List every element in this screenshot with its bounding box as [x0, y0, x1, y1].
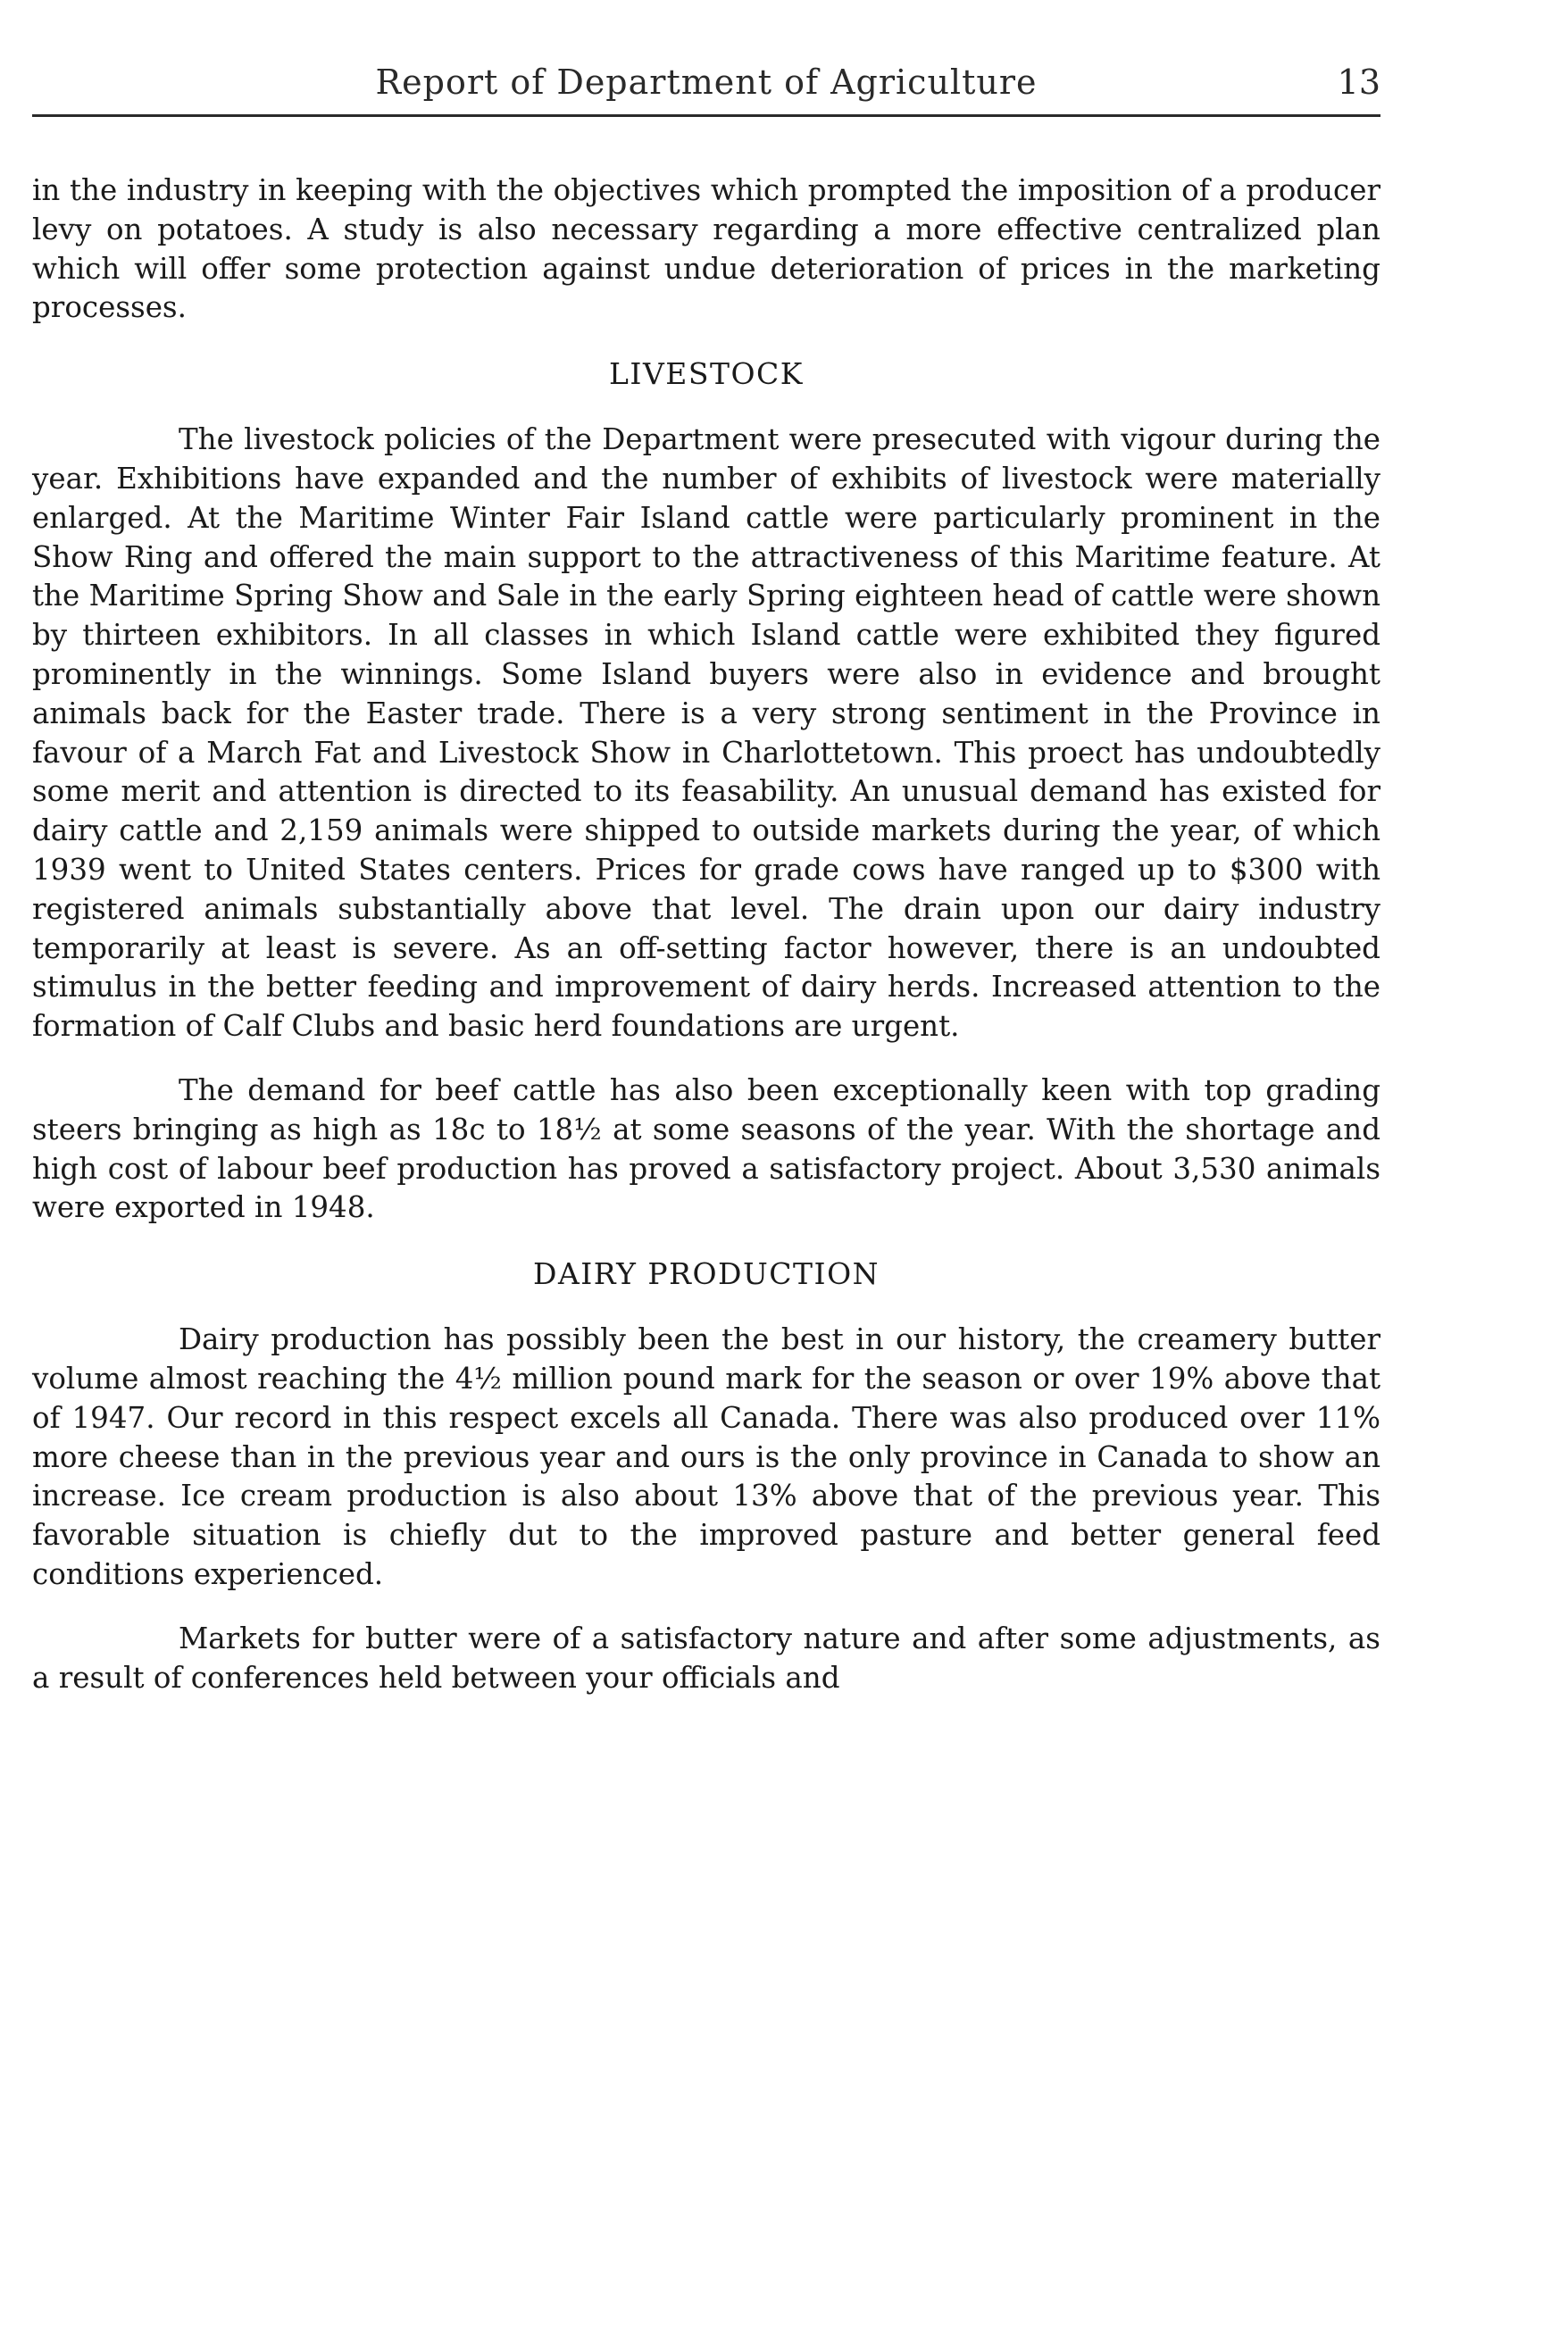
page-number: 13 — [1337, 63, 1380, 102]
running-header — [32, 63, 1380, 120]
section-heading-livestock: LIVESTOCK — [609, 356, 804, 392]
header-divider — [32, 114, 1380, 117]
paragraph-livestock-2: The demand for beef cattle has also been exceptionally keen with top grading steers bringing as high as 18c to 18½ at some seasons of the year. With the shortage and high cost of labour beef production has proved a satisfactory project. About 3,530 animals were exported in 1948. — [32, 1072, 1380, 1225]
running-header-title: Report of Department of Agriculture — [375, 63, 1038, 102]
paragraph-livestock-1: The livestock policies of the Department were presecuted with vigour during the year. Exhibitions have expanded and the number of exhibits of livestock were materially enlarged. At the Maritime Winter Fair Island cattle were particularly prominent in the Show Ring and offered the main support to the attractiveness of this Maritime feature. At the Maritime Spring Show and Sale in the early Spring eighteen head of cattle were shown by thirteen exhibitors. In all classes in which Island cattle were exhibited they figured prominently in the winnings. Some Island buyers were also in evidence and brought animals back for the Easter trade. There is a very strong sentiment in the Province in favour of a March Fat and Livestock Show in Charlottetown. This proect has undoubtedly some merit and attention is directed to its feasability. An unusual demand has existed for dairy cattle and 2,159 animals were shipped to outside markets during the year, of which 1939 went to United States centers. Prices for grade cows have ranged up to $300 with registered animals substantially above that level. The drain upon our dairy industry temporarily at least is severe. As an off-setting factor however, there is an undoubted stimulus in the better feeding and improvement of dairy herds. Increased attention to the formation of Calf Clubs and basic herd foundations are urgent. — [32, 422, 1380, 1044]
paragraph-dairy-2: Markets for butter were of a satisfactory nature and after some adjustments, as a result of conferences held between your officials and — [32, 1621, 1380, 1695]
paragraph-dairy-1: Dairy production has possibly been the best in our history, the creamery butter volume almost reaching the 4½ million pound mark for the season or over 19% above that of 1947. Our record in this respect excels all Canada. There was also produced over 11% more cheese than in the previous year and ours is the only province in Canada to show an increase. Ice cream production is also about 13% above that of the previous year. This favorable situation is chiefly dut to the improved pasture and better general feed conditions experienced. — [32, 1322, 1380, 1591]
paragraph-intro: in the industry in keeping with the objectives which prompted the imposition of a producer levy on potatoes. A study is also necessary regarding a more effective centralized plan which will offer some protection against undue deterioration of prices in the marketing processes. — [32, 173, 1380, 325]
section-heading-dairy: DAIRY PRODUCTION — [532, 1256, 880, 1292]
body-text — [32, 171, 1380, 1697]
